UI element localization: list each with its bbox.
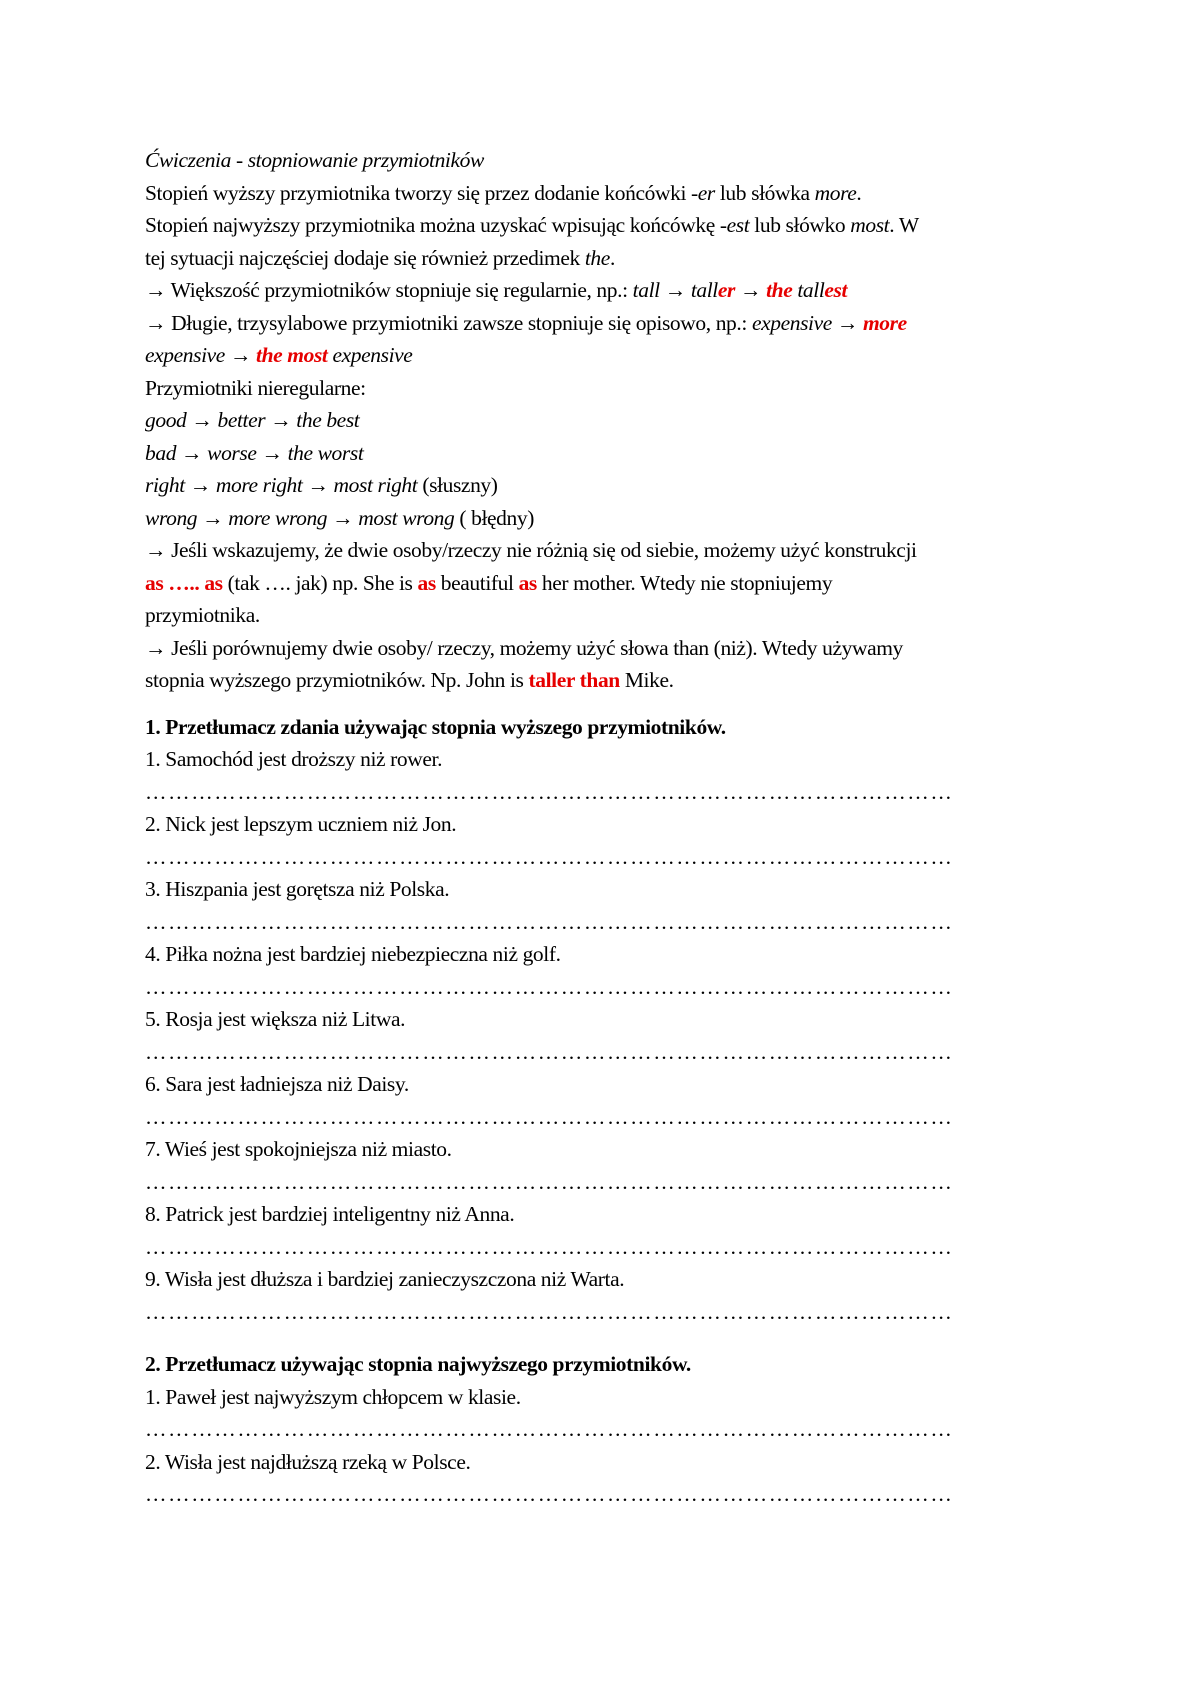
irregular-right: right → more right → most right (słuszny) xyxy=(145,473,498,497)
rule-long: → Długie, trzysylabowe przymiotniki zawsze stopniuje się opisowo, np.: expensive → more xyxy=(145,310,907,335)
answer-line[interactable]: …………………………………………………………………………………………… xyxy=(145,1299,954,1324)
rule-long-cont: expensive → the most expensive xyxy=(145,343,413,367)
rule-than-example: stopnia wyższego przymiotników. Np. John is taller than Mike. xyxy=(145,668,674,692)
exercise2-list xyxy=(145,1381,1075,1511)
irregular-wrong: wrong → more wrong → most wrong ( błędny) xyxy=(145,505,534,530)
exercise2-item: 2. Wisła jest najdłuższą rzeką w Polsce. xyxy=(145,1449,471,1474)
rule-as-as-end: przymiotnika. xyxy=(145,603,260,627)
rule-comparative: Stopień wyższy przymiotnika tworzy się przez dodanie końcówki -er lub słówka more. xyxy=(145,180,862,205)
answer-line[interactable]: …………………………………………………………………………………………… xyxy=(145,1169,954,1194)
answer-line[interactable]: …………………………………………………………………………………………… xyxy=(145,1039,954,1064)
exercise1-item: 9. Wisła jest dłuższa i bardziej zanieczyszczona niż Warta. xyxy=(145,1267,625,1291)
exercise1-item: 2. Nick jest lepszym uczniem niż Jon. xyxy=(145,812,457,836)
exercise1-item: 8. Patrick jest bardziej inteligentny niż Anna. xyxy=(145,1202,515,1226)
exercise1-heading: 1. Przetłumacz zdania używając stopnia wyższego przymiotników. xyxy=(145,714,726,739)
rule-as-as: → Jeśli wskazujemy, że dwie osoby/rzeczy nie różnią się od siebie, możemy użyć konstrukcji xyxy=(145,538,917,562)
answer-line[interactable]: …………………………………………………………………………………………… xyxy=(145,974,954,999)
answer-line[interactable]: …………………………………………………………………………………………… xyxy=(145,1104,954,1129)
rule-as-as-example: as ….. as (tak …. jak) np. She is as beautiful as her mother. Wtedy nie stopniujemy xyxy=(145,570,833,595)
exercise1-item: 7. Wieś jest spokojniejsza niż miasto. xyxy=(145,1137,452,1161)
rule-article: tej sytuacji najczęściej dodaje się również przedimek the. xyxy=(145,245,615,270)
answer-line[interactable]: …………………………………………………………………………………………… xyxy=(145,779,954,804)
page-title: Ćwiczenia - stopniowanie przymiotników xyxy=(145,148,484,172)
rule-regular: → Większość przymiotników stopniuje się regularnie, np.: tall → taller → the tallest xyxy=(145,278,848,302)
answer-line[interactable]: …………………………………………………………………………………………… xyxy=(145,1482,954,1506)
exercise1-item: 5. Rosja jest większa niż Litwa. xyxy=(145,1007,406,1031)
exercise1-item: 6. Sara jest ładniejsza niż Daisy. xyxy=(145,1072,409,1096)
irregular-good: good → better → the best xyxy=(145,408,360,432)
irregular-label: Przymiotniki nieregularne: xyxy=(145,375,366,400)
irregular-bad: bad → worse → the worst xyxy=(145,440,364,465)
answer-line[interactable]: …………………………………………………………………………………………… xyxy=(145,1234,954,1259)
answer-line[interactable]: …………………………………………………………………………………………… xyxy=(145,1417,954,1441)
document-body xyxy=(145,144,1075,1511)
exercise1-item: 4. Piłka nożna jest bardziej niebezpieczna niż golf. xyxy=(145,942,561,966)
exercise1-list xyxy=(145,743,1075,1328)
answer-line[interactable]: …………………………………………………………………………………………… xyxy=(145,844,954,869)
rule-than: → Jeśli porównujemy dwie osoby/ rzeczy, możemy użyć słowa than (niż). Wtedy używamy xyxy=(145,635,903,660)
exercise1-item: 1. Samochód jest droższy niż rower. xyxy=(145,747,443,771)
exercise2-heading: 2. Przetłumacz używając stopnia najwyższego przymiotników. xyxy=(145,1352,691,1376)
exercise2-item: 1. Paweł jest najwyższym chłopcem w klasie. xyxy=(145,1384,521,1409)
answer-line[interactable]: …………………………………………………………………………………………… xyxy=(145,909,954,934)
rule-superlative: Stopień najwyższy przymiotnika można uzyskać wpisując końcówkę -est lub słówko most. W xyxy=(145,213,919,237)
exercise1-item: 3. Hiszpania jest gorętsza niż Polska. xyxy=(145,877,450,901)
